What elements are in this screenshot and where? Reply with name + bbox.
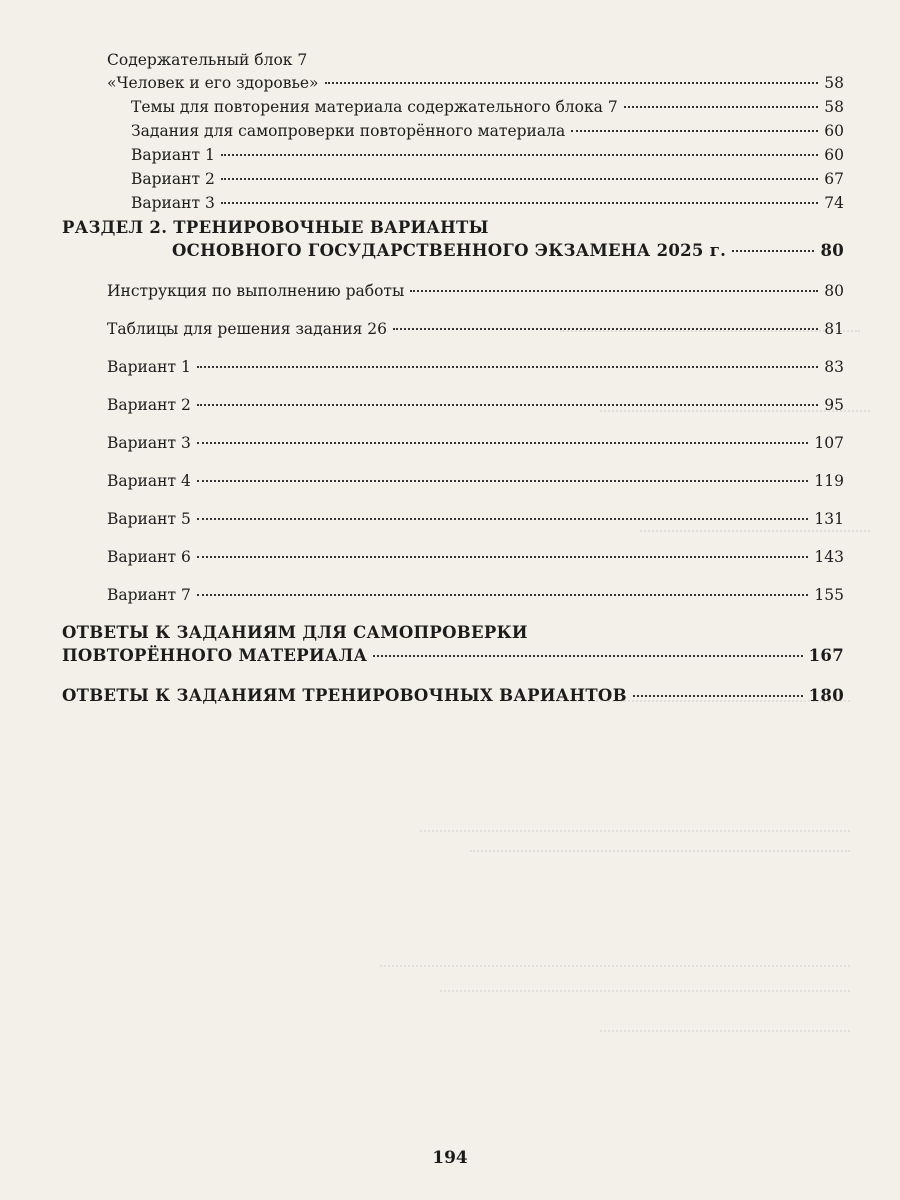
toc-entry[interactable] bbox=[131, 97, 844, 117]
toc-entry-page: 58 bbox=[824, 74, 844, 92]
toc-entry-page: 180 bbox=[808, 686, 844, 705]
toc-entry[interactable] bbox=[107, 319, 844, 339]
toc-entry-label: Вариант 6 bbox=[107, 548, 191, 566]
toc-entry-label: Вариант 3 bbox=[131, 194, 215, 212]
toc-entry-label: Вариант 4 bbox=[107, 472, 191, 490]
dot-leader bbox=[410, 290, 818, 292]
toc-entry-page: 60 bbox=[824, 146, 844, 164]
toc-entry-section2[interactable] bbox=[172, 241, 844, 261]
block7-title: Содержательный блок 7 bbox=[107, 51, 308, 69]
toc-entry-label: Вариант 3 bbox=[107, 434, 191, 452]
toc-entry-page: 81 bbox=[824, 320, 844, 338]
toc-entry-label: Вариант 5 bbox=[107, 510, 191, 528]
dot-leader bbox=[633, 695, 803, 697]
dot-leader bbox=[197, 556, 809, 558]
toc-entry[interactable] bbox=[131, 145, 844, 165]
dot-leader bbox=[197, 442, 809, 444]
toc-entry[interactable] bbox=[131, 169, 844, 189]
toc-entry-label: Таблицы для решения задания 26 bbox=[107, 320, 388, 338]
toc-entry-page: 83 bbox=[824, 358, 844, 376]
dot-leader bbox=[221, 154, 818, 156]
toc-entry-label: ОСНОВНОГО ГОСУДАРСТВЕННОГО ЭКЗАМЕНА 2025 г. bbox=[172, 241, 727, 260]
toc-entry[interactable] bbox=[107, 585, 844, 605]
toc-entry-block7[interactable] bbox=[107, 73, 844, 93]
section2-heading: РАЗДЕЛ 2. ТРЕНИРОВОЧНЫЕ ВАРИАНТЫ bbox=[62, 218, 489, 237]
dot-leader bbox=[221, 202, 818, 204]
toc-entry-label: ПОВТОРЁННОГО МАТЕРИАЛА bbox=[62, 646, 368, 665]
toc-entry-page: 74 bbox=[824, 194, 844, 212]
toc-entry-page: 131 bbox=[814, 510, 844, 528]
dot-leader bbox=[393, 328, 818, 330]
dot-leader bbox=[732, 250, 814, 252]
toc-entry-label: Вариант 2 bbox=[131, 170, 215, 188]
toc-entry-page: 107 bbox=[814, 434, 844, 452]
toc-entry[interactable] bbox=[107, 357, 844, 377]
dot-leader bbox=[197, 366, 818, 368]
dot-leader bbox=[197, 404, 818, 406]
toc-entry-label: Задания для самопроверки повторённого материала bbox=[131, 122, 566, 140]
toc-entry-label: Вариант 1 bbox=[107, 358, 191, 376]
toc-entry[interactable] bbox=[107, 281, 844, 301]
dot-leader bbox=[197, 594, 809, 596]
dot-leader bbox=[624, 106, 819, 108]
toc-entry-label: Инструкция по выполнению работы bbox=[107, 282, 405, 300]
toc-entry-label: Темы для повторения материала содержательного блока 7 bbox=[131, 98, 618, 116]
toc-entry-page: 95 bbox=[824, 396, 844, 414]
dot-leader bbox=[197, 518, 809, 520]
toc-entry-label: Вариант 1 bbox=[131, 146, 215, 164]
toc-entry[interactable] bbox=[131, 121, 844, 141]
dot-leader bbox=[197, 480, 809, 482]
toc-entry-answers-self[interactable] bbox=[62, 646, 844, 666]
answers-self-heading: ОТВЕТЫ К ЗАДАНИЯМ ДЛЯ САМОПРОВЕРКИ bbox=[62, 623, 528, 642]
toc-entry[interactable] bbox=[107, 395, 844, 415]
toc-entry-page: 167 bbox=[808, 646, 844, 665]
page-number: 194 bbox=[432, 1148, 468, 1168]
toc-entry-page: 80 bbox=[824, 282, 844, 300]
toc-entry-page: 60 bbox=[824, 122, 844, 140]
dot-leader bbox=[373, 655, 802, 657]
toc-entry-label: ОТВЕТЫ К ЗАДАНИЯМ ТРЕНИРОВОЧНЫХ ВАРИАНТОВ bbox=[62, 686, 627, 705]
toc-entry-page: 155 bbox=[814, 586, 844, 604]
dot-leader bbox=[571, 130, 818, 132]
toc-entry-label: «Человек и его здоровье» bbox=[107, 74, 319, 92]
dot-leader bbox=[221, 178, 818, 180]
toc-entry[interactable] bbox=[107, 471, 844, 491]
toc-entry-answers-training[interactable] bbox=[62, 686, 844, 706]
toc-entry[interactable] bbox=[107, 433, 844, 453]
toc-entry[interactable] bbox=[131, 193, 844, 213]
toc-entry-page: 119 bbox=[814, 472, 844, 490]
toc-entry-page: 67 bbox=[824, 170, 844, 188]
toc-entry-page: 80 bbox=[820, 241, 844, 260]
toc-entry-label: Вариант 7 bbox=[107, 586, 191, 604]
dot-leader bbox=[325, 82, 819, 84]
toc-entry-page: 143 bbox=[814, 548, 844, 566]
toc-entry[interactable] bbox=[107, 547, 844, 567]
toc-entry[interactable] bbox=[107, 509, 844, 529]
toc-entry-page: 58 bbox=[824, 98, 844, 116]
toc-entry-label: Вариант 2 bbox=[107, 396, 191, 414]
